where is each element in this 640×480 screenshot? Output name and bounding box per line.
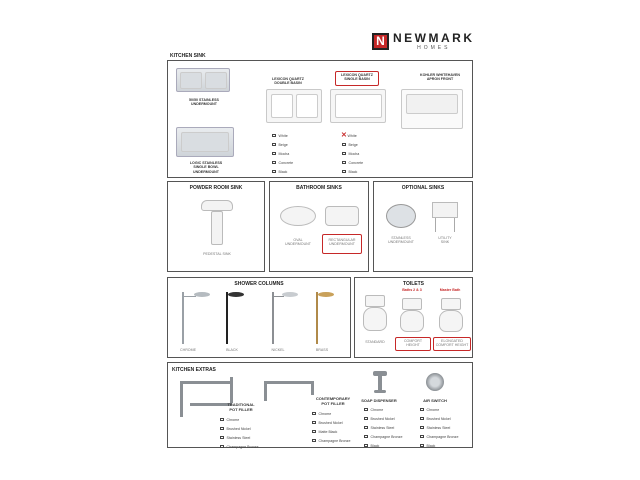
- kitchen-sink-caption-1: 50/50 STAINLESS UNDERMOUNT: [189, 98, 219, 107]
- quartz-double-sink-image: [266, 89, 322, 123]
- air-switch-finishes: [420, 405, 458, 450]
- toilet-label-master: Master Bath: [439, 288, 461, 292]
- toilet-label-baths: Baths 2 & 3: [402, 288, 422, 292]
- apron-front-sink-image: [401, 89, 463, 129]
- finish-option[interactable]: Brushed Nickel: [364, 414, 402, 423]
- shower-columns-title: SHOWER COLUMNS: [234, 281, 284, 287]
- finish-option[interactable]: Chrome: [312, 409, 350, 418]
- finish-option[interactable]: Champagne Bronze: [364, 432, 402, 441]
- shower-column-black-image: [226, 292, 228, 344]
- oval-sink-image: [280, 206, 316, 226]
- powder-room-panel: [167, 181, 265, 272]
- double-stainless-sink-image: [176, 68, 230, 92]
- soap-dispenser-title: SOAP DISPENSER: [361, 398, 397, 403]
- traditional-pot-filler-title: TRADITIONAL POT FILLER: [227, 402, 255, 412]
- toilet-caption-3: ELONGATED COMFORT HEIGHT: [435, 339, 469, 348]
- quartz-single-sink-image: [330, 89, 386, 123]
- kitchen-extras-label: KITCHEN EXTRAS: [172, 367, 216, 373]
- traditional-pot-filler-image: [180, 381, 183, 417]
- color-option[interactable]: Concrete: [342, 158, 363, 167]
- powder-room-caption: PEDESTAL SINK: [203, 252, 231, 256]
- pedestal-basin-image: [201, 200, 233, 211]
- pedestal-column-image: [211, 211, 223, 245]
- finish-option[interactable]: Brushed Nickel: [220, 424, 258, 433]
- shower-columns-panel: [167, 277, 351, 358]
- toilet-caption-1: STANDARD: [365, 340, 385, 344]
- soap-dispenser-finishes: [364, 405, 402, 450]
- logo-subtitle: HOMES: [417, 45, 451, 51]
- bathroom-sinks-panel: [269, 181, 369, 272]
- utility-sink-tub-image: [432, 202, 458, 218]
- finish-option[interactable]: Black: [364, 441, 402, 450]
- kitchen-extras-panel: [167, 362, 473, 448]
- air-switch-image: [426, 373, 444, 391]
- single-stainless-sink-image: [176, 127, 234, 157]
- optional-sink-caption-2: UTILITY SINK: [438, 236, 452, 245]
- rectangular-sink-image: [325, 206, 359, 226]
- shower-finish-black: BLACK: [226, 348, 238, 352]
- toilet-standard-tank: [365, 295, 385, 307]
- toilets-panel: [354, 277, 473, 358]
- toilet-comfort-bowl: [400, 310, 424, 332]
- quartz-single-color-options: [342, 131, 363, 176]
- newmark-homes-logo: [372, 31, 475, 51]
- kitchen-sink-caption-2: LOGIC STAINLESS SINGLE BOWL UNDERMOUNT: [189, 161, 223, 174]
- air-switch-title: AIR SWITCH: [423, 398, 447, 403]
- bathroom-sink-caption-1: OVAL UNDERMOUNT: [285, 238, 311, 247]
- shower-column-chrome-image: [182, 292, 184, 344]
- color-option[interactable]: Concrete: [272, 158, 293, 167]
- color-option[interactable]: Mocha: [342, 149, 363, 158]
- color-option[interactable]: White: [272, 131, 293, 140]
- color-option[interactable]: Black: [342, 167, 363, 176]
- color-option-selected[interactable]: ✕ White: [341, 132, 357, 139]
- finish-option[interactable]: Chrome: [420, 405, 458, 414]
- finish-option[interactable]: Champagne Bronze: [420, 432, 458, 441]
- bathroom-sink-caption-2: RECTANGULAR UNDERMOUNT: [328, 238, 356, 247]
- kitchen-sink-caption-3: LEXICON QUARTZ DOUBLE BASIN: [272, 77, 304, 86]
- finish-option[interactable]: Chrome: [220, 415, 258, 424]
- toilet-elongated-tank: [441, 298, 461, 310]
- finish-option[interactable]: Black: [420, 441, 458, 450]
- logo-name: NEWMARK: [393, 31, 475, 45]
- quartz-double-color-options: [272, 131, 293, 176]
- traditional-pot-filler-finishes: [220, 415, 258, 451]
- logo-mark: N: [372, 33, 389, 50]
- contemporary-pot-filler-finishes: [312, 409, 350, 445]
- toilet-caption-2: COMFORT HEIGHT: [403, 339, 423, 348]
- finish-option[interactable]: Chrome: [364, 405, 402, 414]
- toilets-title: TOILETS: [402, 281, 425, 287]
- shower-finish-chrome: CHROME: [180, 348, 196, 352]
- shower-column-brass-image: [316, 292, 318, 344]
- selected-x-icon: ✕: [341, 132, 347, 139]
- toilet-elongated-bowl: [439, 310, 463, 332]
- stainless-undermount-image: [386, 204, 416, 228]
- finish-option[interactable]: Champagne Bronze: [220, 442, 258, 451]
- shower-column-nickel-image: [272, 292, 274, 344]
- kitchen-sink-caption-4: LEXICON QUARTZ SINGLE BASIN: [341, 73, 373, 82]
- shower-finish-nickel: NICKEL: [271, 348, 285, 352]
- finish-option[interactable]: Champagne Bronze: [312, 436, 350, 445]
- kitchen-sink-panel: [167, 60, 473, 178]
- kitchen-sink-caption-5: KOHLER WHITEHAVEN APRON FRONT: [419, 73, 461, 82]
- contemporary-pot-filler-title: CONTEMPORARY POT FILLER: [315, 396, 351, 406]
- kitchen-sink-label: KITCHEN SINK: [170, 53, 206, 59]
- bathroom-sinks-title: BATHROOM SINKS: [296, 185, 342, 191]
- finish-option[interactable]: Brushed Nickel: [312, 418, 350, 427]
- color-option[interactable]: Beige: [342, 140, 363, 149]
- finish-option[interactable]: Stainless Steel: [220, 433, 258, 442]
- optional-sinks-title: OPTIONAL SINKS: [401, 185, 445, 191]
- finish-option[interactable]: Matte Black: [312, 427, 350, 436]
- optional-sink-caption-1: STAINLESS UNDERMOUNT: [388, 236, 414, 245]
- toilet-standard-bowl: [363, 307, 387, 331]
- color-option[interactable]: Black: [272, 167, 293, 176]
- contemporary-pot-filler-image: [264, 381, 267, 401]
- powder-room-title: POWDER ROOM SINK: [189, 185, 243, 191]
- optional-sinks-panel: [373, 181, 473, 272]
- color-option[interactable]: Beige: [272, 140, 293, 149]
- toilet-comfort-tank: [402, 298, 422, 310]
- finish-option[interactable]: Stainless Steel: [364, 423, 402, 432]
- shower-finish-brass: BRASS: [315, 348, 329, 352]
- finish-option[interactable]: Stainless Steel: [420, 423, 458, 432]
- color-option[interactable]: Mocha: [272, 149, 293, 158]
- finish-option[interactable]: Brushed Nickel: [420, 414, 458, 423]
